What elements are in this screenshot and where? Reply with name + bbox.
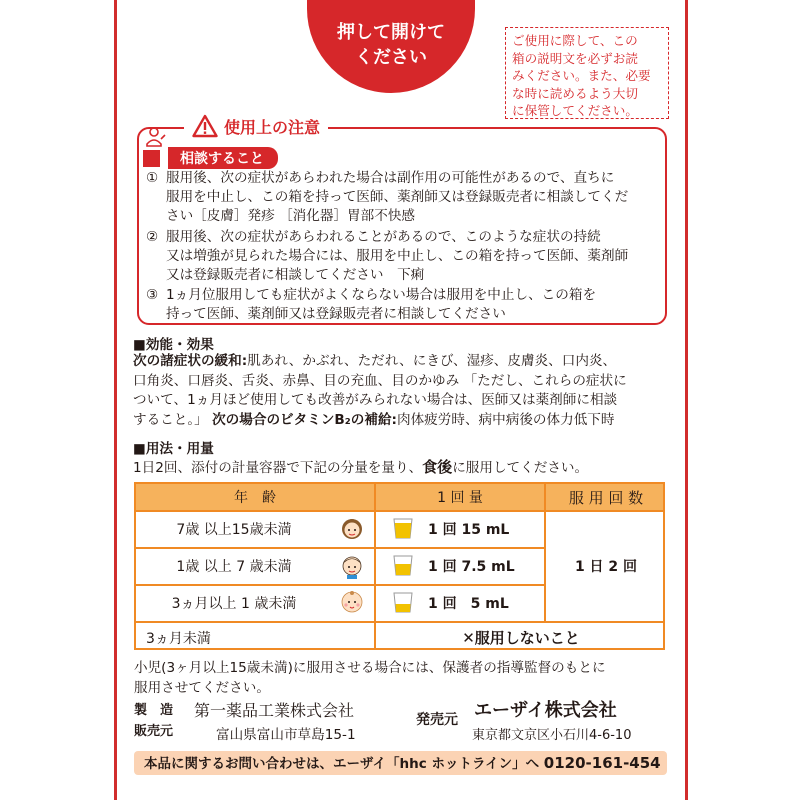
hotline-phone[interactable]: 0120-161-454 xyxy=(543,754,661,772)
dosage-table xyxy=(134,482,665,650)
measuring-cup-icon xyxy=(392,590,414,614)
item-line: 服用後、次の症状があらわれることがあるので、このような症状の持続 xyxy=(166,228,601,245)
header-frequency: 服 用 回 数 xyxy=(568,489,644,507)
caution-header xyxy=(184,114,328,138)
note-line: に保管してください。 xyxy=(512,103,638,118)
row-age: 1歳 以上 7 歳未満 xyxy=(176,559,292,575)
consult-label-text: 相談すること xyxy=(168,147,278,169)
manufacturer-address: 富山県富山市草島15-1 xyxy=(216,727,356,743)
consult-items-list xyxy=(146,169,662,326)
note-line: 箱の説明文を必ずお読 xyxy=(512,50,638,66)
measuring-cup-icon xyxy=(392,516,414,540)
effect-line xyxy=(133,352,673,372)
row-amount: 1 回 7.5 mL xyxy=(428,559,515,575)
table-divider xyxy=(136,547,544,549)
effect-line: 口角炎、口唇炎、舌炎、赤鼻、目の充血、目のかゆみ 「ただし、これらの症状に xyxy=(133,372,627,389)
note-line: みください。また、必要 xyxy=(512,68,651,83)
item-line: 服用を中止し、この箱を持って医師、薬剤師又は登録販売者に相談してくだ xyxy=(166,189,629,206)
consult-item xyxy=(146,228,662,286)
table-divider xyxy=(544,484,546,622)
consult-label xyxy=(143,147,278,169)
effect-line4-text: 肉体疲労時、病中病後の体力低下時 xyxy=(396,411,615,428)
row-age: 7歳 以上15歳未満 xyxy=(176,522,292,538)
manufacturer-label-line: 販売元 xyxy=(134,724,174,739)
table-divider xyxy=(136,584,544,586)
read-instructions-note xyxy=(505,27,669,119)
usage-heading: ■用法・用量 xyxy=(133,441,214,457)
last-row-age: 3ヵ月未満 xyxy=(146,631,211,647)
item-line: 持って医師、薬剤師又は登録販売者に相談してください xyxy=(166,306,506,323)
effect-line xyxy=(133,411,673,431)
row-amount: 1 回 15 mL xyxy=(428,522,510,538)
caution-title: 使用上の注意 xyxy=(224,117,321,137)
effect-line1-text: 肌あれ、かぶれ、ただれ、にきび、湿疹、皮膚炎、口内炎、 xyxy=(247,353,617,369)
child-note xyxy=(134,659,606,698)
note-line: 小児(3ヶ月以上15歳未満)に服用させる場合には、保護者の指導監督のもとに xyxy=(134,660,606,676)
note-line: ご使用に際して、この xyxy=(512,33,638,48)
header-amount: 1 回 量 xyxy=(437,490,483,506)
effect-text xyxy=(133,352,673,430)
effect-lead: 次の諸症状の緩和: xyxy=(133,353,248,369)
consult-item xyxy=(146,286,662,324)
consult-item xyxy=(146,169,662,227)
open-tab-line2: ください xyxy=(355,47,427,68)
manufacturer-name: 第一薬品工業株式会社 xyxy=(194,701,355,720)
item-number: ② xyxy=(146,228,159,245)
item-line: 1ヵ月位服用しても症状がよくならない場合は服用を中止し、この箱を xyxy=(166,287,597,304)
consult-square-mark xyxy=(143,150,160,167)
effect-line: ついて、1ヵ月ほど使用しても改善がみられない場合は、医師又は薬剤師に相談 xyxy=(133,392,618,408)
usage-text xyxy=(133,456,588,477)
usage-pre: 1日2回、添付の計量容器で下記の分量を量り、 xyxy=(133,460,423,476)
warning-triangle-icon xyxy=(192,114,218,138)
seller-label: 発売元 xyxy=(416,712,458,728)
item-line: 又は増強が見られた場合には、服用を中止し、この箱を持って医師、薬剤師 xyxy=(166,247,629,264)
item-number: ③ xyxy=(146,287,159,304)
manufacturer-label xyxy=(134,700,178,742)
usage-bold: 食後 xyxy=(422,458,453,476)
boy-icon xyxy=(338,551,366,579)
contact-bar xyxy=(134,751,667,775)
vitamin-lead: 次の場合のビタミンB₂の補給: xyxy=(212,411,397,428)
note-line: な時に読めるよう大切 xyxy=(512,85,638,101)
table-divider xyxy=(374,484,376,622)
header-age: 年 齢 xyxy=(234,490,276,506)
open-tab-line1: 押して開けて xyxy=(337,22,445,43)
effect-heading: ■効能・効果 xyxy=(133,337,214,353)
girl-icon xyxy=(338,514,366,542)
contact-text: 本品に関するお問い合わせは、エーザイ「hhc ホットライン」へ xyxy=(144,756,544,772)
row-amount: 1 回 5 mL xyxy=(428,596,509,612)
item-line: さい［皮膚］発疹 ［消化器］胃部不快感 xyxy=(166,208,416,225)
seller-name: エーザイ株式会社 xyxy=(474,700,617,721)
not-for-use-label: ✕服用しないこと xyxy=(462,629,580,647)
table-divider xyxy=(136,510,663,512)
table-divider xyxy=(136,621,663,623)
item-number: ① xyxy=(146,170,159,186)
item-line: 服用後、次の症状があらわれた場合は副作用の可能性があるので、直ちに xyxy=(166,170,615,186)
baby-icon xyxy=(338,588,366,616)
note-line: 服用させてください。 xyxy=(134,679,270,696)
row-age: 3ヵ月以上 1 歳未満 xyxy=(171,596,297,612)
manufacturer-block xyxy=(134,700,674,750)
seller-address: 東京都文京区小石川4-6-10 xyxy=(472,728,632,743)
effect-line4-pre: すること。」 xyxy=(133,411,213,428)
frequency-value: 1 日 2 回 xyxy=(574,559,638,575)
measuring-cup-icon xyxy=(392,553,414,577)
manufacturer-label-line: 製 造 xyxy=(134,703,174,718)
item-line: 又は登録販売者に相談してください 下痢 xyxy=(166,267,425,284)
usage-post: に服用してください。 xyxy=(452,460,589,476)
